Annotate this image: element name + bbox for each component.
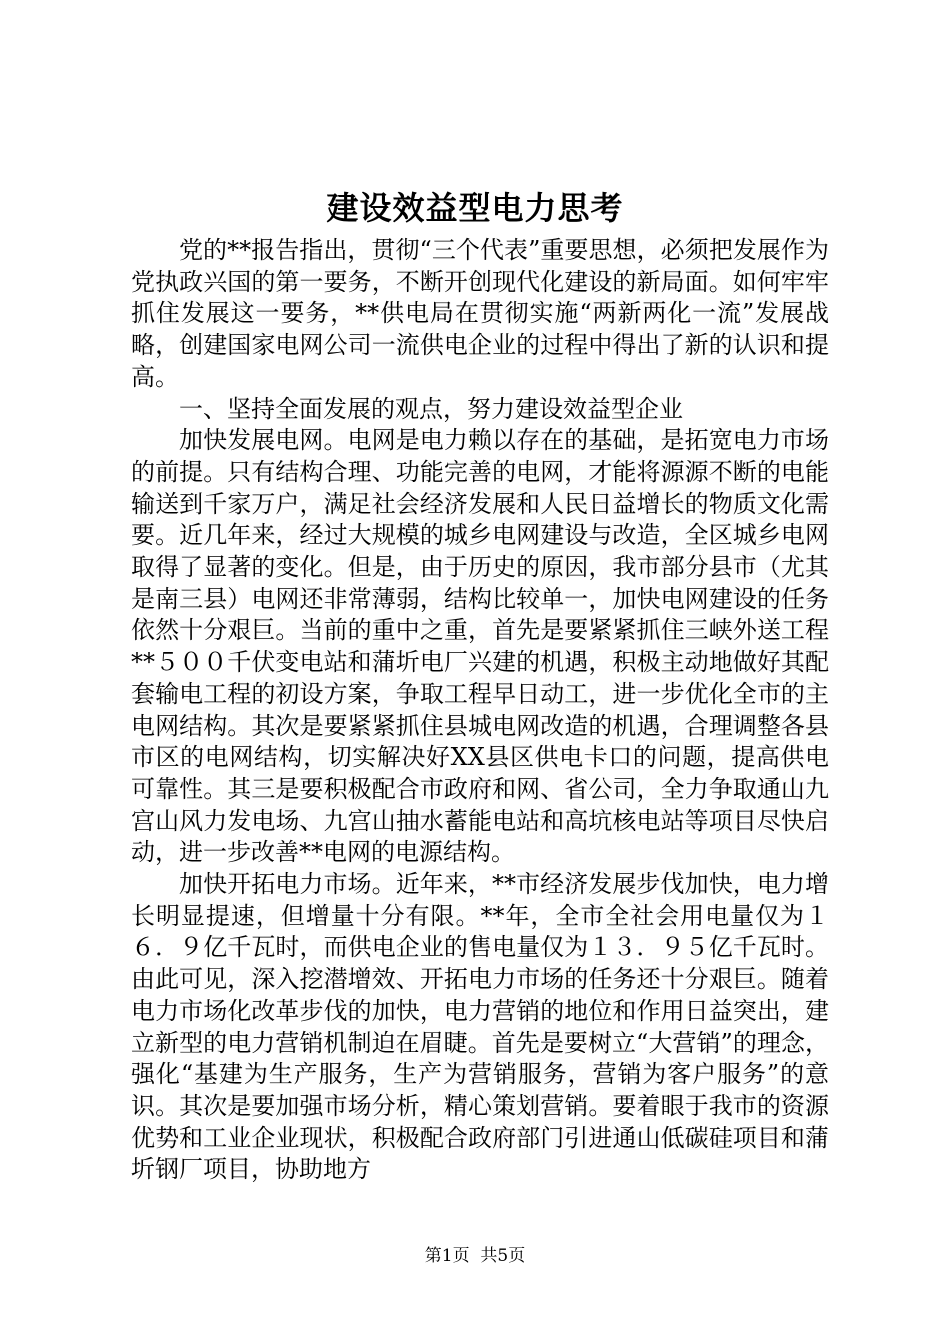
paragraph-market-development: 加快开拓电力市场。近年来，**市经济发展步伐加快，电力增长明显提速，但增量十分有限。**年，全市全社会用电量仅为１６．９亿千瓦时，而供电企业的售电量仅为１３．９５亿千瓦时。由此可见，深入挖潜增效、开拓电力市场的任务还十分艰巨。随着电力市场化改革步伐的加快，电力营销的地位和作用日益突出，建立新型的电力营销机制迫在眉睫。首先是要树立“大营销”的理念，强化“基建为生产服务，生产为营销服务，营销为客户服务”的意识。其次是要加强市场分析，精心策划营销。要着眼于我市的资源优势和工业企业现状，积极配合政府部门引进通山低碳硅项目和蒲圻钢厂项目，协助地方	[131, 870, 829, 1184]
footer-spacer	[470, 1246, 481, 1266]
page-total: 共5页	[480, 1246, 526, 1266]
page-number: 第1页	[424, 1246, 470, 1266]
section-heading: 一、坚持全面发展的观点，努力建设效益型企业	[179, 394, 683, 423]
paragraph-grid-development: 加快发展电网。电网是电力赖以存在的基础，是拓宽电力市场的前提。只有结构合理、功能完善的电网，才能将源源不断的电能输送到千家万户，满足社会经济发展和人民日益增长的物质文化需要。近几年来，经过大规模的城乡电网建设与改造，全区城乡电网取得了显著的变化。但是，由于历史的原因，我市部分县市（尤其是南三县）电网还非常薄弱，结构比较单一，加快电网建设的任务依然十分艰巨。当前的重中之重，首先是要紧紧抓住三峡外送工程**５００千伏变电站和蒲圻电厂兴建的机遇，积极主动地做好其配套输电工程的初设方案，争取工程早日动工，进一步优化全市的主电网结构。其次是要紧紧抓住县城电网改造的机遇，合理调整各县市区的电网结构，切实解决好XX县区供电卡口的问题，提高供电可靠性。其三是要积极配合市政府和网、省公司，全力争取通山九宫山风力发电场、九宫山抽水蓄能电站和高坑核电站等项目尽快启动，进一步改善**电网的电源结构。	[131, 426, 829, 867]
document-title: 建设效益型电力思考	[326, 189, 624, 227]
page-footer	[0, 1244, 950, 1268]
document-body	[131, 235, 829, 1186]
paragraph-intro: 党的**报告指出，贯彻“三个代表”重要思想，必须把发展作为党执政兴国的第一要务，不断开创现代化建设的新局面。如何牢牢抓住发展这一要务，**供电局在贯彻实施“两新两化一流”发展战略，创建国家电网公司一流供电企业的过程中得出了新的认识和提高。	[131, 236, 829, 391]
